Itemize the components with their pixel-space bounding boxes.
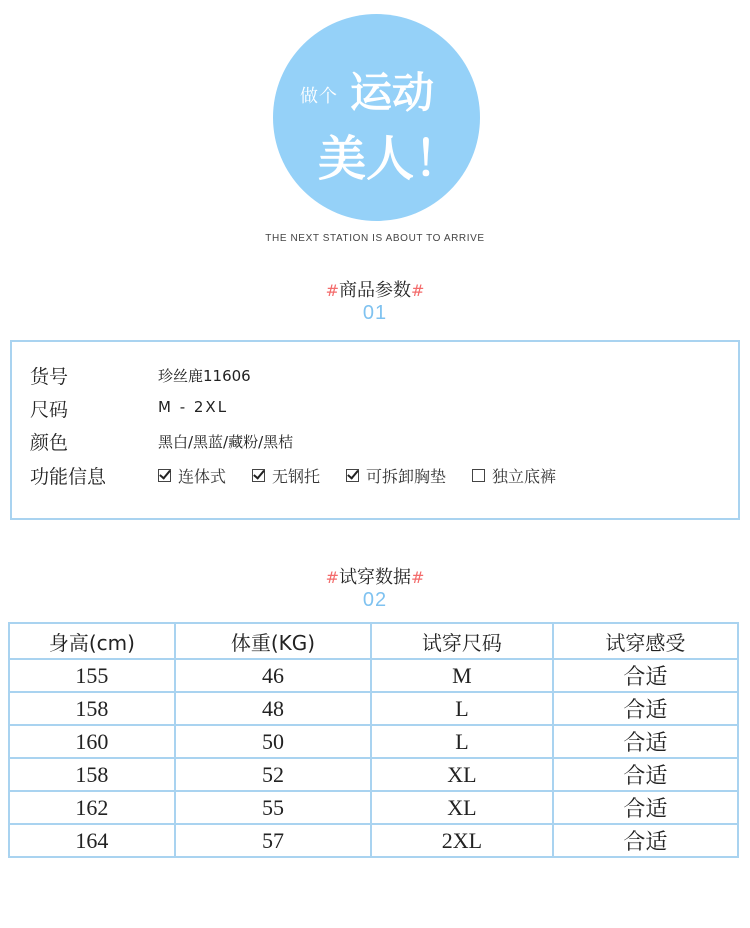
table-cell: 合适 — [553, 659, 738, 692]
table-row — [9, 791, 738, 824]
table-cell: 55 — [175, 791, 371, 824]
checkbox-checked-icon — [158, 469, 171, 482]
hero-big-text: 运动 — [350, 68, 435, 117]
column-header: 身高(cm) — [9, 623, 175, 659]
hero-line2-text: 美人！ — [318, 131, 463, 187]
table-cell: L — [371, 725, 553, 758]
param-label: 货号 — [30, 366, 69, 388]
table-cell: XL — [371, 758, 553, 791]
param-label: 功能信息 — [30, 466, 107, 488]
table-cell: XL — [371, 791, 553, 824]
param-value: M - 2XL — [158, 398, 229, 416]
feature-item — [346, 464, 446, 487]
table-cell: 158 — [9, 692, 175, 725]
table-cell: 合适 — [553, 725, 738, 758]
section-number-01: 01 — [362, 302, 388, 324]
feature-item — [158, 464, 226, 487]
table-cell: 合适 — [553, 758, 738, 791]
table-cell: 155 — [9, 659, 175, 692]
section-title-params — [0, 276, 750, 302]
table-cell: 合适 — [553, 824, 738, 857]
table-cell: 57 — [175, 824, 371, 857]
table-cell: 158 — [9, 758, 175, 791]
hash-right: # — [411, 568, 425, 587]
table-cell: 46 — [175, 659, 371, 692]
tagline: THE NEXT STATION IS ABOUT TO ARRIVE — [265, 233, 485, 244]
table-row — [9, 824, 738, 857]
feature-item — [252, 464, 320, 487]
table-cell: 164 — [9, 824, 175, 857]
table-row — [9, 758, 738, 791]
section-title-text: 试穿数据 — [339, 567, 411, 588]
table-cell: 合适 — [553, 791, 738, 824]
section-number-02: 02 — [362, 589, 388, 611]
column-header: 体重(KG) — [175, 623, 371, 659]
params-box — [10, 340, 740, 520]
param-value: 黑白/黑蓝/藏粉/黑桔 — [158, 433, 294, 451]
table-cell: L — [371, 692, 553, 725]
fit-data-table — [8, 622, 739, 858]
table-header-row — [9, 623, 738, 659]
checkbox-checked-icon — [346, 469, 359, 482]
param-label: 颜色 — [30, 432, 69, 454]
table-row — [9, 659, 738, 692]
hash-right: # — [411, 281, 425, 300]
table-cell: 160 — [9, 725, 175, 758]
table-row — [9, 725, 738, 758]
hero-small-text: 做个 — [300, 86, 338, 107]
table-cell: M — [371, 659, 553, 692]
column-header: 试穿感受 — [553, 623, 738, 659]
column-header: 试穿尺码 — [371, 623, 553, 659]
hash-left: # — [325, 281, 339, 300]
feature-label: 无钢托 — [272, 467, 321, 486]
feature-label: 可拆卸胸垫 — [366, 467, 447, 486]
param-label: 尺码 — [30, 399, 69, 421]
checkbox-unchecked-icon — [472, 469, 485, 482]
hash-left: # — [325, 568, 339, 587]
feature-label: 独立底裤 — [492, 467, 557, 486]
table-cell: 2XL — [371, 824, 553, 857]
section-title-text: 商品参数 — [339, 280, 411, 301]
checkbox-checked-icon — [252, 469, 265, 482]
param-value: 珍丝鹿11606 — [158, 367, 251, 385]
table-cell: 162 — [9, 791, 175, 824]
table-cell: 50 — [175, 725, 371, 758]
feature-list — [158, 464, 582, 487]
table-cell: 48 — [175, 692, 371, 725]
feature-label: 连体式 — [178, 467, 227, 486]
feature-item — [472, 464, 556, 487]
table-cell: 合适 — [553, 692, 738, 725]
table-row — [9, 692, 738, 725]
table-cell: 52 — [175, 758, 371, 791]
section-title-fit — [0, 563, 750, 589]
